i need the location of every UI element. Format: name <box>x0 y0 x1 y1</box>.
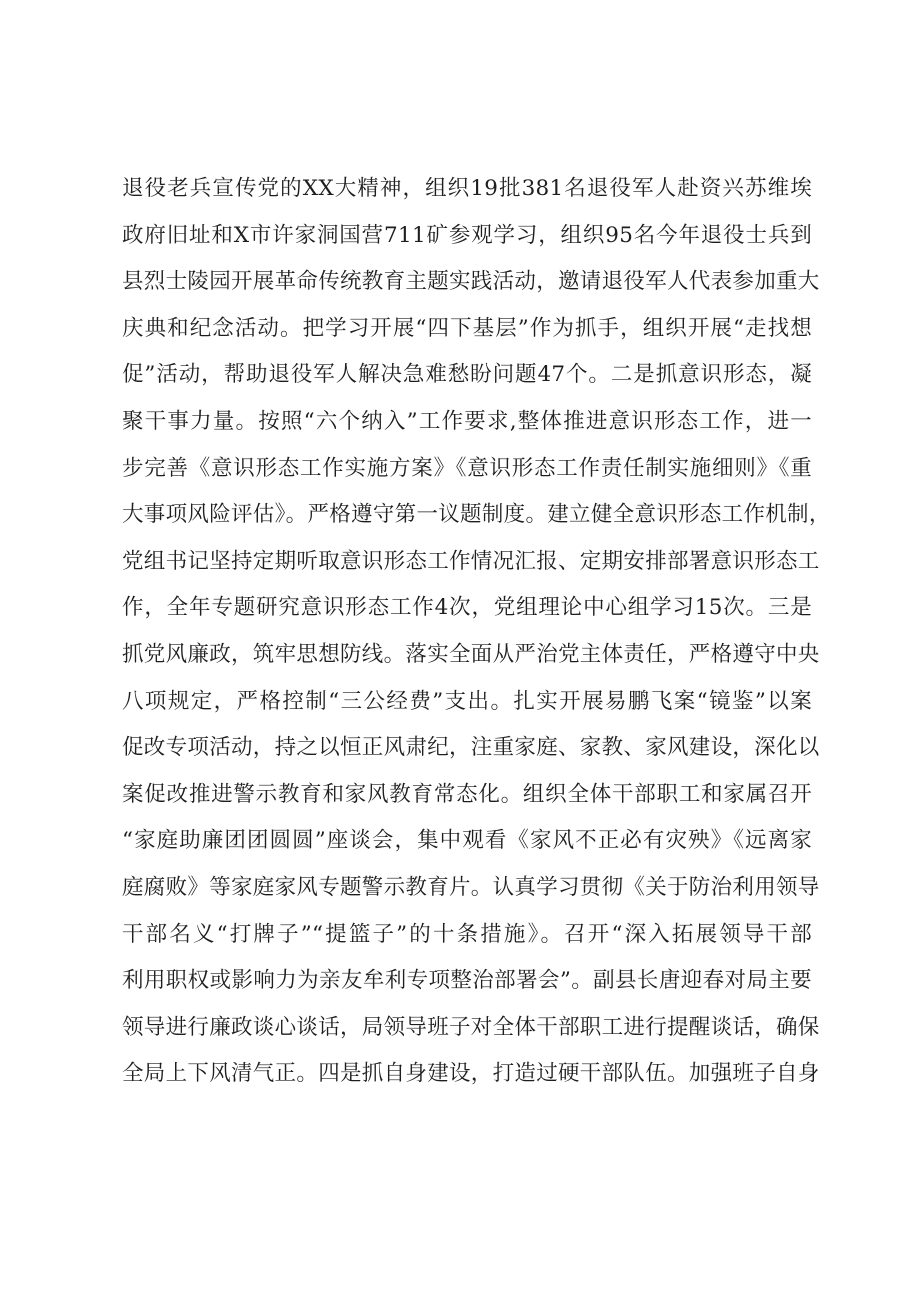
text-line: 案促改推进警示教育和家风教育常态化。组织全体干部职工和家属召开 <box>122 781 812 807</box>
text-line: “家庭助廉团团圆圆”座谈会，集中观看《家风不正必有灾殃》《远离家 <box>122 828 812 854</box>
text-line: 政府旧址和X市许家洞国营711矿参观学习，组织95名今年退役士兵到 <box>122 222 812 248</box>
text-line: 八项规定，严格控制“三公经费”支出。扎实开展易鹏飞案“镜鉴”以案 <box>122 688 812 714</box>
text-line: 庆典和纪念活动。把学习开展“四下基层”作为抓手，组织开展“走找想 <box>122 315 812 341</box>
text-line: 干部名义“打牌子”“提篮子”的十条措施》。召开“深入拓展领导干部 <box>122 921 812 947</box>
text-line: 全局上下风清气正。四是抓自身建设，打造过硬干部队伍。加强班子自身 <box>122 1061 820 1087</box>
text-line: 领导进行廉政谈心谈话，局领导班子对全体干部职工进行提醒谈话，确保 <box>122 1014 820 1040</box>
text-line: 利用职权或影响力为亲友牟利专项整治部署会”。副县长唐迎春对局主要 <box>122 968 812 994</box>
text-line: 退役老兵宣传党的XX大精神，组织19批381名退役军人赴资兴苏维埃 <box>122 176 812 201</box>
text-line: 大事项风险评估》。严格遵守第一议题制度。建立健全意识形态工作机制， <box>122 502 831 528</box>
text-line: 促改专项活动，持之以恒正风肃纪，注重家庭、家教、家风建设，深化以 <box>122 735 820 761</box>
body-paragraph <box>122 166 831 1098</box>
text-line: 抓党风廉政，筑牢思想防线。落实全面从严治党主体责任，严格遵守中央 <box>122 641 820 667</box>
text-line: 聚干事力量。按照“六个纳入”工作要求,整体推进意识形态工作，进一 <box>122 408 812 434</box>
text-line: 党组书记坚持定期听取意识形态工作情况汇报、定期安排部署意识形态工 <box>122 548 820 574</box>
text-line: 促”活动，帮助退役军人解决急难愁盼问题47个。二是抓意识形态，凝 <box>122 362 812 388</box>
text-line: 步完善《意识形态工作实施方案》《意识形态工作责任制实施细则》《重 <box>122 455 812 481</box>
text-line: 庭腐败》等家庭家风专题警示教育片。认真学习贯彻《关于防治利用领导 <box>122 874 820 900</box>
text-line: 作，全年专题研究意识形态工作4次，党组理论中心组学习15次。三是 <box>122 595 812 621</box>
text-line: 县烈士陵园开展革命传统教育主题实践活动，邀请退役军人代表参加重大 <box>122 269 820 295</box>
